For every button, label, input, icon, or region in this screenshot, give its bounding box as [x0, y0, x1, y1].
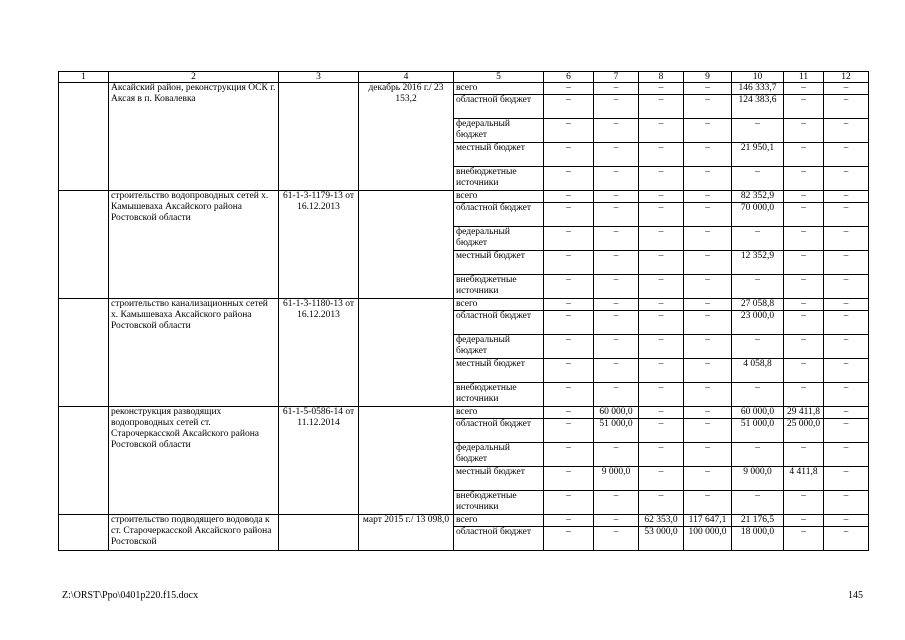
header-cell: 4	[359, 72, 454, 83]
value-cell: 51 000,0	[594, 419, 639, 443]
value-cell: –	[784, 167, 824, 191]
value-cell: –	[639, 275, 684, 299]
period-cell: декабрь 2016 г./ 23 153,2	[359, 83, 454, 191]
value-cell: –	[824, 191, 869, 203]
value-cell: –	[594, 203, 639, 227]
value-cell: 4 058,8	[732, 359, 784, 383]
value-cell: –	[732, 119, 784, 143]
value-cell: –	[594, 491, 639, 515]
row-number-cell	[59, 407, 109, 515]
value-cell: –	[544, 167, 594, 191]
value-cell: –	[594, 167, 639, 191]
row-number-cell	[59, 83, 109, 191]
value-cell: –	[824, 83, 869, 95]
value-cell: –	[544, 335, 594, 359]
row-number-cell	[59, 299, 109, 407]
funding-source-cell: всего	[454, 83, 544, 95]
value-cell: –	[784, 515, 824, 527]
value-cell: –	[544, 359, 594, 383]
value-cell: –	[824, 251, 869, 275]
value-cell: 100 000,0	[684, 527, 732, 551]
object-name-cell: строительство канализационных сетей х. Камышеваха Аксайского района Ростовской области	[109, 299, 279, 407]
table-row	[59, 515, 869, 527]
value-cell: 124 383,6	[732, 95, 784, 119]
footer-file-path: Z:\ORST\Ppo\0401p220.f15.docx	[62, 590, 199, 601]
value-cell: –	[639, 359, 684, 383]
value-cell: –	[544, 299, 594, 311]
value-cell: –	[544, 275, 594, 299]
value-cell: –	[639, 227, 684, 251]
value-cell: –	[824, 359, 869, 383]
value-cell: –	[684, 359, 732, 383]
value-cell: –	[824, 167, 869, 191]
value-cell: –	[784, 491, 824, 515]
value-cell: –	[824, 407, 869, 419]
value-cell: –	[824, 419, 869, 443]
value-cell: –	[639, 335, 684, 359]
value-cell: –	[684, 143, 732, 167]
header-cell: 7	[594, 72, 639, 83]
value-cell: –	[824, 275, 869, 299]
value-cell: –	[784, 191, 824, 203]
value-cell: –	[824, 515, 869, 527]
value-cell: 25 000,0	[784, 419, 824, 443]
value-cell: –	[784, 383, 824, 407]
value-cell: –	[684, 95, 732, 119]
value-cell: –	[594, 275, 639, 299]
value-cell: –	[544, 467, 594, 491]
value-cell: –	[594, 383, 639, 407]
value-cell: 29 411,8	[784, 407, 824, 419]
value-cell: –	[824, 467, 869, 491]
value-cell: 27 058,8	[732, 299, 784, 311]
value-cell: 21 176,5	[732, 515, 784, 527]
funding-source-cell: внебюджетные источники	[454, 167, 544, 191]
value-cell: –	[544, 227, 594, 251]
value-cell: –	[824, 311, 869, 335]
value-cell: –	[784, 83, 824, 95]
header-cell: 9	[684, 72, 732, 83]
value-cell: –	[784, 275, 824, 299]
funding-source-cell: местный бюджет	[454, 143, 544, 167]
value-cell: 9 000,0	[594, 467, 639, 491]
object-name-cell: Аксайский район, реконструкция ОСК г. Аксая в п. Ковалевка	[109, 83, 279, 191]
value-cell: –	[824, 119, 869, 143]
value-cell: –	[824, 95, 869, 119]
header-row	[59, 72, 869, 83]
funding-source-cell: всего	[454, 407, 544, 419]
funding-source-cell: областной бюджет	[454, 527, 544, 551]
funding-source-cell: областной бюджет	[454, 95, 544, 119]
value-cell: –	[594, 299, 639, 311]
funding-source-cell: местный бюджет	[454, 251, 544, 275]
value-cell: –	[784, 335, 824, 359]
funding-source-cell: областной бюджет	[454, 419, 544, 443]
header-cell: 10	[732, 72, 784, 83]
value-cell: 60 000,0	[732, 407, 784, 419]
value-cell: –	[544, 119, 594, 143]
value-cell: –	[639, 311, 684, 335]
header-cell: 12	[824, 72, 869, 83]
value-cell: 146 333,7	[732, 83, 784, 95]
value-cell: 60 000,0	[594, 407, 639, 419]
value-cell: –	[784, 443, 824, 467]
value-cell: 62 353,0	[639, 515, 684, 527]
value-cell: –	[639, 299, 684, 311]
value-cell: –	[639, 95, 684, 119]
value-cell: –	[824, 491, 869, 515]
document-cell: 61-1-3-1179-13 от 16.12.2013	[279, 191, 359, 299]
document-cell: 61-1-5-0586-14 от 11.12.2014	[279, 407, 359, 515]
value-cell: –	[824, 143, 869, 167]
value-cell: –	[639, 419, 684, 443]
value-cell: –	[639, 491, 684, 515]
value-cell: –	[784, 299, 824, 311]
value-cell: 82 352,9	[732, 191, 784, 203]
value-cell: –	[784, 203, 824, 227]
value-cell: –	[544, 443, 594, 467]
funding-source-cell: местный бюджет	[454, 467, 544, 491]
value-cell: –	[639, 251, 684, 275]
value-cell: –	[639, 119, 684, 143]
funding-source-cell: внебюджетные источники	[454, 275, 544, 299]
value-cell: –	[784, 359, 824, 383]
value-cell: –	[544, 95, 594, 119]
footer-page-number: 145	[848, 590, 863, 601]
value-cell: –	[732, 167, 784, 191]
budget-table	[58, 71, 869, 551]
value-cell: –	[544, 83, 594, 95]
value-cell: –	[732, 227, 784, 251]
value-cell: –	[639, 167, 684, 191]
value-cell: –	[732, 335, 784, 359]
value-cell: –	[684, 167, 732, 191]
value-cell: –	[732, 383, 784, 407]
value-cell: –	[684, 335, 732, 359]
funding-source-cell: федеральный бюджет	[454, 119, 544, 143]
value-cell: –	[544, 311, 594, 335]
funding-source-cell: внебюджетные источники	[454, 383, 544, 407]
value-cell: –	[824, 335, 869, 359]
value-cell: –	[684, 251, 732, 275]
value-cell: –	[684, 203, 732, 227]
period-cell	[359, 407, 454, 515]
table-row	[59, 299, 869, 311]
value-cell: –	[784, 119, 824, 143]
value-cell: –	[594, 95, 639, 119]
object-name-cell: строительство подводящего водовода к ст. Старочеркасской Аксайского района Ростовской	[109, 515, 279, 551]
value-cell: –	[594, 359, 639, 383]
value-cell: 70 000,0	[732, 203, 784, 227]
funding-source-cell: всего	[454, 191, 544, 203]
value-cell: 51 000,0	[732, 419, 784, 443]
header-cell: 2	[109, 72, 279, 83]
value-cell: –	[732, 275, 784, 299]
header-cell: 6	[544, 72, 594, 83]
value-cell: –	[824, 227, 869, 251]
object-name-cell: реконструкция разводящих водопроводных сетей ст. Старочеркасской Аксайского района Ростовской области	[109, 407, 279, 515]
value-cell: –	[594, 119, 639, 143]
funding-source-cell: федеральный бюджет	[454, 335, 544, 359]
value-cell: –	[684, 275, 732, 299]
row-number-cell	[59, 191, 109, 299]
value-cell: 9 000,0	[732, 467, 784, 491]
row-number-cell	[59, 515, 109, 551]
table-row	[59, 407, 869, 419]
header-cell: 3	[279, 72, 359, 83]
value-cell: –	[784, 251, 824, 275]
value-cell: –	[639, 407, 684, 419]
value-cell: –	[594, 143, 639, 167]
value-cell: –	[544, 143, 594, 167]
header-cell: 1	[59, 72, 109, 83]
document-cell	[279, 515, 359, 551]
value-cell: –	[594, 527, 639, 551]
value-cell: 21 950,1	[732, 143, 784, 167]
value-cell: –	[684, 467, 732, 491]
value-cell: –	[544, 251, 594, 275]
header-cell: 11	[784, 72, 824, 83]
value-cell: –	[594, 515, 639, 527]
value-cell: –	[639, 467, 684, 491]
value-cell: –	[684, 119, 732, 143]
value-cell: –	[639, 83, 684, 95]
value-cell: –	[544, 515, 594, 527]
value-cell: –	[684, 443, 732, 467]
value-cell: –	[784, 143, 824, 167]
value-cell: –	[639, 143, 684, 167]
value-cell: –	[544, 191, 594, 203]
value-cell: –	[594, 191, 639, 203]
value-cell: 12 352,9	[732, 251, 784, 275]
value-cell: –	[684, 383, 732, 407]
period-cell	[359, 191, 454, 299]
value-cell: –	[824, 383, 869, 407]
funding-source-cell: всего	[454, 299, 544, 311]
value-cell: –	[594, 335, 639, 359]
value-cell: –	[639, 383, 684, 407]
value-cell: –	[784, 95, 824, 119]
value-cell: –	[544, 407, 594, 419]
value-cell: 18 000,0	[732, 527, 784, 551]
value-cell: –	[732, 491, 784, 515]
value-cell: –	[824, 443, 869, 467]
value-cell: –	[544, 491, 594, 515]
value-cell: 117 647,1	[684, 515, 732, 527]
value-cell: –	[824, 527, 869, 551]
value-cell: –	[544, 383, 594, 407]
funding-source-cell: федеральный бюджет	[454, 443, 544, 467]
period-cell	[359, 299, 454, 407]
value-cell: –	[594, 227, 639, 251]
document-cell	[279, 83, 359, 191]
funding-source-cell: всего	[454, 515, 544, 527]
header-cell: 5	[454, 72, 544, 83]
value-cell: –	[684, 491, 732, 515]
value-cell: –	[544, 203, 594, 227]
funding-source-cell: внебюджетные источники	[454, 491, 544, 515]
value-cell: –	[594, 83, 639, 95]
funding-source-cell: областной бюджет	[454, 203, 544, 227]
value-cell: –	[784, 311, 824, 335]
value-cell: –	[639, 203, 684, 227]
value-cell: –	[594, 311, 639, 335]
value-cell: 23 000,0	[732, 311, 784, 335]
value-cell: –	[824, 203, 869, 227]
document-cell: 61-1-3-1180-13 от 16.12.2013	[279, 299, 359, 407]
value-cell: –	[684, 83, 732, 95]
value-cell: –	[639, 443, 684, 467]
value-cell: 4 411,8	[784, 467, 824, 491]
value-cell: –	[684, 407, 732, 419]
value-cell: –	[594, 443, 639, 467]
value-cell: –	[684, 311, 732, 335]
object-name-cell: строительство водопроводных сетей х. Камышеваха Аксайского района Ростовской области	[109, 191, 279, 299]
value-cell: –	[784, 527, 824, 551]
value-cell: –	[824, 299, 869, 311]
value-cell: –	[784, 227, 824, 251]
value-cell: –	[684, 299, 732, 311]
value-cell: –	[544, 419, 594, 443]
value-cell: –	[684, 191, 732, 203]
table-row	[59, 83, 869, 95]
value-cell: –	[684, 419, 732, 443]
period-cell: март 2015 г./ 13 098,0	[359, 515, 454, 551]
value-cell: –	[594, 251, 639, 275]
header-cell: 8	[639, 72, 684, 83]
funding-source-cell: местный бюджет	[454, 359, 544, 383]
funding-source-cell: областной бюджет	[454, 311, 544, 335]
value-cell: –	[684, 227, 732, 251]
funding-source-cell: федеральный бюджет	[454, 227, 544, 251]
value-cell: 53 000,0	[639, 527, 684, 551]
value-cell: –	[732, 443, 784, 467]
table-row	[59, 191, 869, 203]
value-cell: –	[544, 527, 594, 551]
value-cell: –	[639, 191, 684, 203]
